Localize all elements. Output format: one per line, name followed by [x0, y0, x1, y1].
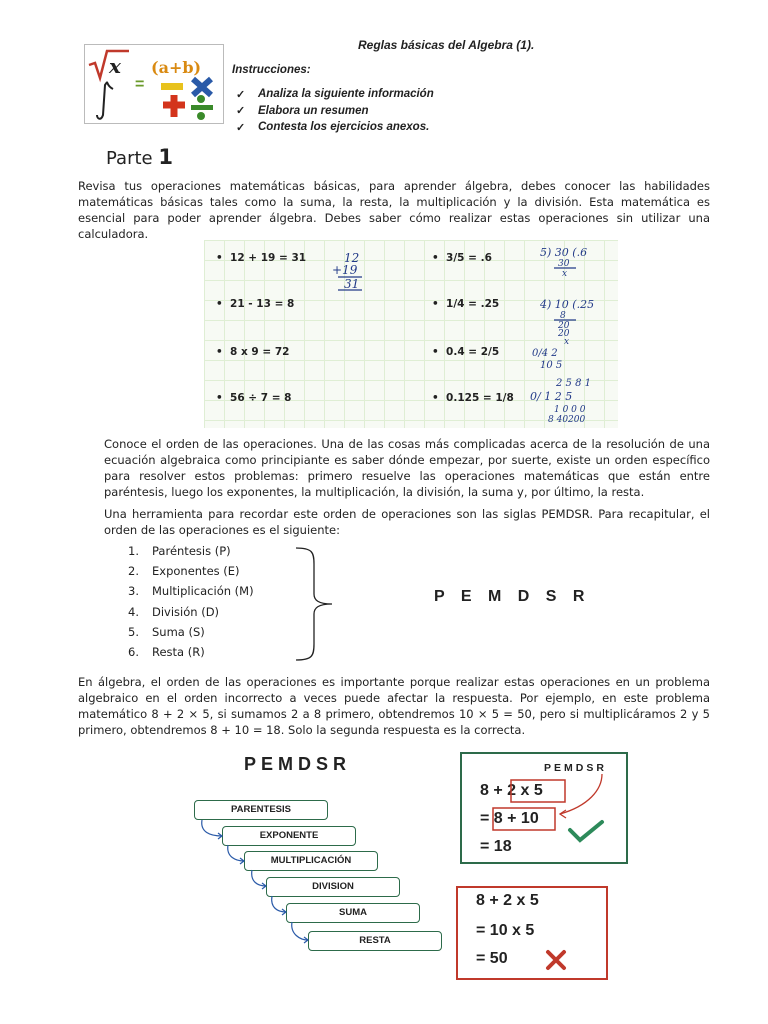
- svg-text:x: x: [562, 269, 568, 279]
- paragraph-example: En álgebra, el orden de las operaciones es importante porque realizar estas operaciones en un problema algebraico en el orden incorrecto a veces puede afectar la respuesta. Por ejemplo, en este problema matemático 8 + 2 × 5, si sumamos 2 a 8 primero, obtendremos 10 × 5 = 50, pero si multiplicáramos 2 y 5 primero, obtendremos 8 + 10 = 18. Solo la segunda respuesta es la correcta.: [78, 675, 710, 737]
- list-item: 1. Paréntesis (P): [128, 544, 231, 558]
- svg-text:8: 8: [560, 311, 566, 321]
- list-item: 3. Multiplicación (M): [128, 584, 254, 599]
- svg-text:10 5: 10 5: [540, 360, 563, 371]
- diagram-title: PEMDSR: [244, 754, 352, 774]
- svg-text:1 0 0 0: 1 0 0 0: [554, 405, 586, 415]
- svg-text:5) 30 (.6: 5) 30 (.6: [540, 246, 588, 259]
- logo-text: (a+b): [151, 58, 202, 77]
- equation-right: • 1/4 = .25: [432, 298, 500, 310]
- equation-right: • 0.4 = 2/5: [432, 346, 500, 358]
- svg-text:4) 10 (.25: 4) 10 (.25: [540, 298, 595, 311]
- svg-text:2 5 8 1: 2 5 8 1: [556, 378, 591, 389]
- step-box: PARENTESIS: [194, 800, 328, 820]
- check-icon: ✓: [236, 105, 246, 118]
- svg-text:+19: +19: [332, 263, 358, 277]
- svg-text:12: 12: [344, 251, 360, 265]
- equation-right: • 0.125 = 1/8: [432, 392, 514, 404]
- paragraph-order: Conoce el orden de las operaciones. Una de las cosas más complicadas acerca de la resolución de una ecuación algebraica como principiante es saber dónde empezar, por suerte, existe un orden específico para resolver estos problemas: primero resuelve las operaciones matemáticas que están entre paréntesis, luego los exponentes, la multiplicación, la división, la suma y, por último, la resta.: [104, 437, 710, 499]
- step-box: SUMA: [286, 903, 420, 923]
- svg-text:30: 30: [558, 259, 570, 269]
- handwritten-work: [204, 240, 618, 428]
- paragraph-pemdsr: Una herramienta para recordar este orden de operaciones son las siglas PEMDSR. Para recapitular, el orden de las operaciones es el siguiente:: [104, 507, 710, 537]
- check-icon: ✓: [236, 121, 246, 134]
- svg-text:31: 31: [344, 277, 360, 291]
- equation-left: • 56 ÷ 7 = 8: [216, 392, 292, 404]
- instructions-list: [236, 86, 434, 136]
- correct-line-3: = 18: [480, 838, 512, 855]
- step-box: DIVISION: [266, 877, 400, 897]
- equation-left: • 21 - 13 = 8: [216, 298, 295, 310]
- instructions-heading: Instrucciones:: [232, 64, 311, 76]
- svg-text:0/ 1 2 5: 0/ 1 2 5: [530, 390, 573, 403]
- svg-text:0/4 2: 0/4 2: [532, 348, 558, 359]
- svg-text:8 40200: 8 40200: [548, 415, 586, 425]
- wrong-line-2: = 10 x 5: [476, 922, 535, 939]
- list-item: 6. Resta (R): [128, 644, 205, 659]
- equations-image: [204, 240, 618, 428]
- svg-text:20: 20: [558, 321, 570, 331]
- pemdsr-diagram: [182, 746, 630, 1016]
- list-item: 2. Exponentes (E): [128, 564, 240, 579]
- svg-text:x: x: [109, 54, 121, 78]
- wrong-example-box: [456, 886, 608, 980]
- check-icon: ✓: [236, 88, 246, 101]
- step-box: EXPONENTE: [222, 826, 356, 846]
- correct-line-1: 8 + 2 x 5: [480, 782, 543, 799]
- checkmark-icon: [566, 818, 606, 844]
- brace-icon: [292, 544, 338, 664]
- instruction-item: ✓ Elabora un resumen: [236, 104, 369, 118]
- cross-icon: [544, 948, 568, 972]
- order-list: [128, 544, 254, 665]
- part-heading: Parte 1: [106, 145, 173, 169]
- wrong-line-3: = 50: [476, 950, 508, 967]
- correct-example-box: [460, 752, 628, 864]
- list-item: 4. División (D): [128, 604, 220, 619]
- step-box: RESTA: [308, 931, 442, 951]
- correct-box-label: PEMDSR: [544, 762, 607, 774]
- paragraph-basics: Revisa tus operaciones matemáticas básicas, para aprender álgebra, debes conocer las habilidades matemáticas básicas tales como la suma, la resta, la multiplicación y la división. Esta matemática es esencial para poder aprender álgebra. Debes saber cómo realizar estas operaciones sin utilizar una calculadora.: [78, 179, 710, 241]
- step-box: MULTIPLICACIÓN: [244, 851, 378, 871]
- highlight-marks: [462, 754, 626, 862]
- svg-text:=: =: [135, 76, 145, 93]
- equation-left: • 8 x 9 = 72: [216, 346, 290, 358]
- svg-text:x: x: [564, 337, 570, 347]
- acronym: P E M D S R: [434, 588, 591, 605]
- instruction-item: ✓ Contesta los ejercicios anexos.: [236, 121, 430, 134]
- equation-right: • 3/5 = .6: [432, 252, 492, 264]
- instruction-item: ✓ Analiza la siguiente información: [236, 88, 434, 101]
- wrong-line-1: 8 + 2 x 5: [476, 892, 539, 909]
- list-item: 5. Suma (S): [128, 624, 205, 639]
- correct-line-2: = 8 + 10: [480, 810, 539, 827]
- svg-text:20: 20: [558, 329, 570, 339]
- document-title: Reglas básicas del Algebra (1).: [358, 38, 535, 52]
- algebra-logo: [84, 44, 224, 124]
- equation-left: • 12 + 19 = 31: [216, 252, 307, 264]
